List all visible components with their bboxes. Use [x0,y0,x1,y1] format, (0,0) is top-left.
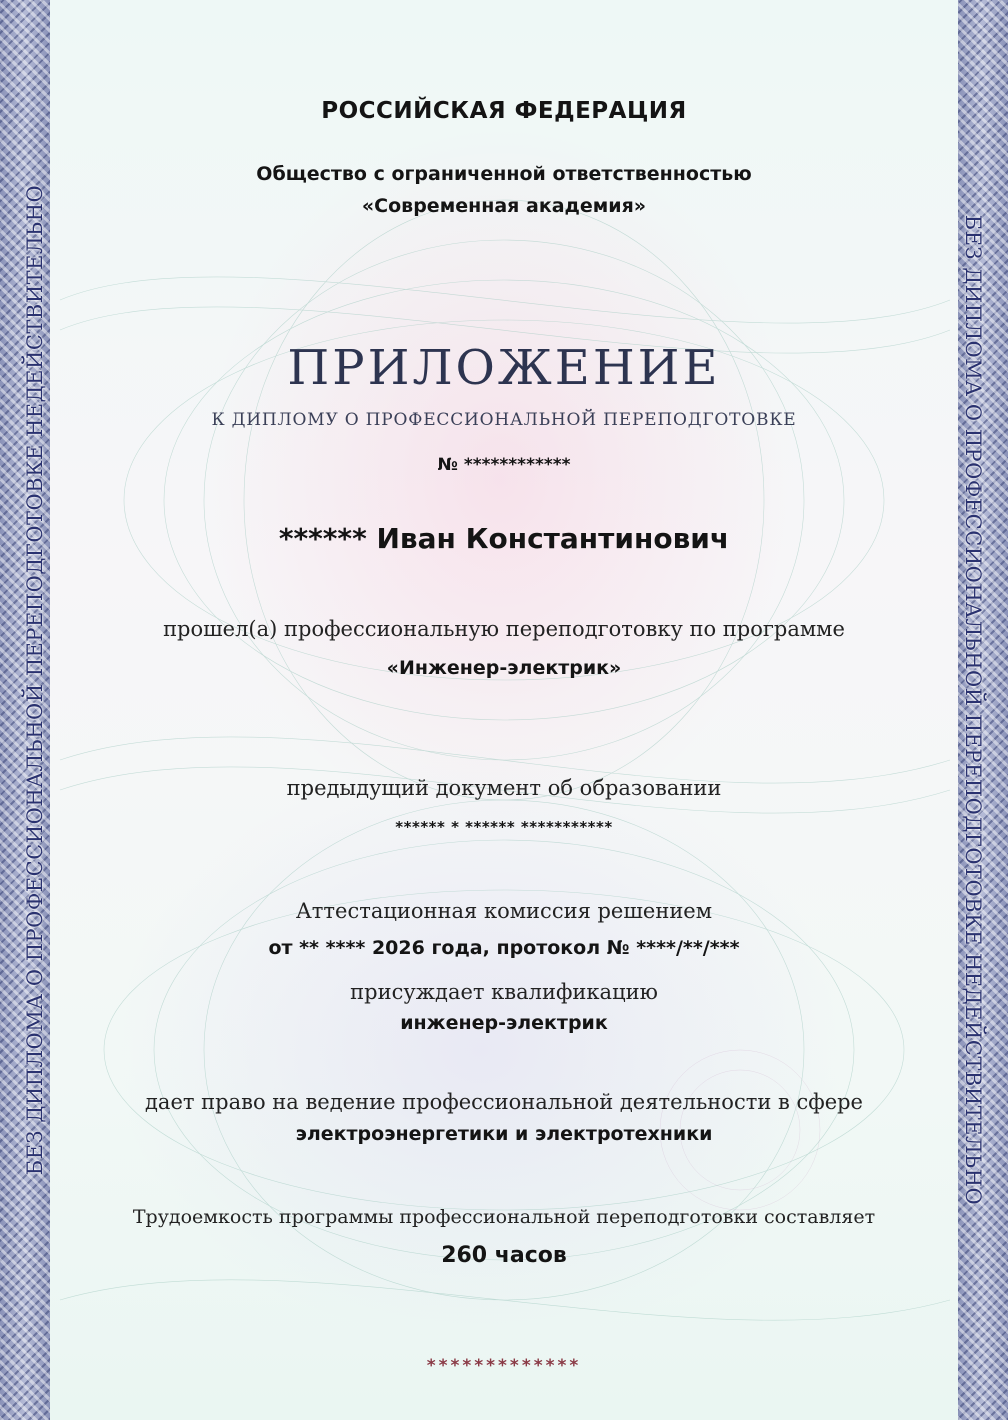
right-border-text: БЕЗ ДИПЛОМА О ПРОФЕССИОНАЛЬНОЙ ПЕРЕПОДГОТОВКЕ НЕДЕЙСТВИТЕЛЬНО [961,214,985,1206]
qualification-value: инженер-электрик [400,1012,608,1034]
organization-name: «Современная академия» [361,195,647,217]
rights-label: дает право на ведение профессиональной деятельности в сфере [145,1090,863,1114]
commission-label: Аттестационная комиссия решением [295,899,713,923]
right-security-border [958,0,1008,1420]
labor-intensity-label: Трудоемкость программы профессиональной переподготовки составляет [132,1206,876,1228]
commission-decision: от ** **** 2026 года, протокол № ****/**/*** [268,937,740,959]
qualification-label: присуждает квалификацию [350,980,658,1004]
document-subtitle: К ДИПЛОМУ О ПРОФЕССИОНАЛЬНОЙ ПЕРЕПОДГОТОВКЕ [211,410,797,430]
organization-type: Общество с ограниченной ответственностью [256,163,752,185]
labor-hours: 260 часов [441,1243,567,1268]
document-title: ПРИЛОЖЕНИЕ [287,340,721,396]
program-name: «Инженер-электрик» [386,657,622,679]
serial-number: ************* [426,1356,582,1376]
left-security-border [0,0,50,1420]
previous-document-label: предыдущий документ об образовании [286,776,722,800]
program-label: прошел(а) профессиональную переподготовку по программе [163,617,845,641]
country-heading: РОССИЙСКАЯ ФЕДЕРАЦИЯ [321,98,687,124]
document-number: № ************ [437,455,571,475]
rights-sphere: электроэнергетики и электротехники [295,1123,713,1145]
previous-document-value: ****** * ****** *********** [395,818,613,836]
left-border-text: БЕЗ ДИПЛОМА О ПРОФЕССИОНАЛЬНОЙ ПЕРЕПОДГОТОВКЕ НЕДЕЙСТВИТЕЛЬНО [23,184,47,1176]
holder-full-name: ****** Иван Константинович [278,522,730,555]
